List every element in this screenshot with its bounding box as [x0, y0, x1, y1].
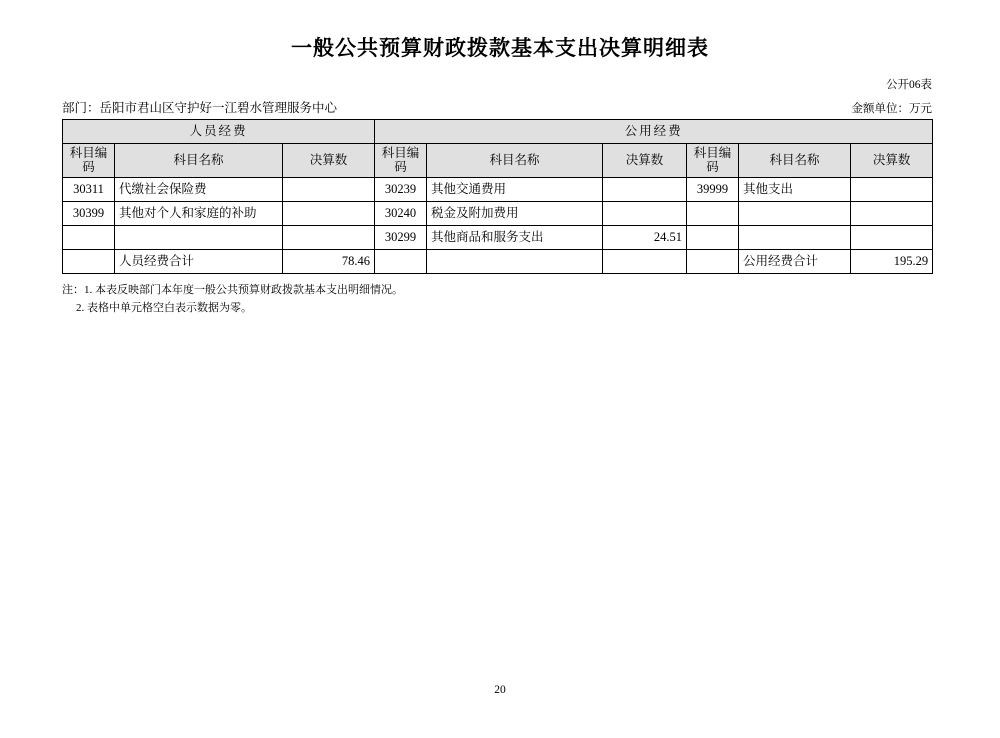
cell-personnel-amount	[283, 201, 375, 225]
col-header-code-2: 科目编码	[375, 144, 427, 178]
col-header-name-3: 科目名称	[739, 144, 851, 178]
table-row	[63, 225, 933, 249]
cell-total-public1-name	[427, 249, 603, 273]
cell-public2-amount	[851, 225, 933, 249]
cell-public1-name: 税金及附加费用	[427, 201, 603, 225]
cell-personnel-code	[63, 225, 115, 249]
cell-total-personnel-label: 人员经费合计	[115, 249, 283, 273]
cell-total-public1-amount	[603, 249, 687, 273]
col-header-amount-1: 决算数	[283, 144, 375, 178]
cell-total-public1-code	[375, 249, 427, 273]
cell-personnel-code: 30311	[63, 177, 115, 201]
col-header-code-1: 科目编码	[63, 144, 115, 178]
col-header-code-3: 科目编码	[687, 144, 739, 178]
cell-personnel-amount	[283, 225, 375, 249]
cell-public1-code: 30240	[375, 201, 427, 225]
budget-table	[62, 119, 933, 274]
col-header-amount-2: 决算数	[603, 144, 687, 178]
cell-public2-name	[739, 201, 851, 225]
cell-personnel-name: 代缴社会保险费	[115, 177, 283, 201]
table-row	[63, 177, 933, 201]
cell-personnel-name	[115, 225, 283, 249]
cell-public2-code	[687, 201, 739, 225]
cell-personnel-code: 30399	[63, 201, 115, 225]
department-label: 部门：岳阳市君山区守护好一江碧水管理服务中心	[62, 101, 338, 115]
cell-public1-amount	[603, 177, 687, 201]
amount-unit-label: 金额单位：万元	[851, 103, 932, 115]
group-header-personnel: 人员经费	[63, 120, 375, 144]
note-line-2: 2. 表格中单元格空白表示数据为零。	[76, 301, 252, 314]
page-number: 20	[494, 684, 506, 696]
document-page	[0, 32, 1000, 738]
col-header-amount-3: 决算数	[851, 144, 933, 178]
cell-public1-amount	[603, 201, 687, 225]
cell-public2-name: 其他支出	[739, 177, 851, 201]
group-header-public: 公用经费	[375, 120, 933, 144]
cell-personnel-name: 其他对个人和家庭的补助	[115, 201, 283, 225]
col-header-name-1: 科目名称	[115, 144, 283, 178]
cell-public1-name: 其他交通费用	[427, 177, 603, 201]
cell-total-public-label: 公用经费合计	[739, 249, 851, 273]
note-line-1: 注：1. 本表反映部门本年度一般公共预算财政拨款基本支出明细情况。	[62, 283, 403, 296]
cell-public1-name: 其他商品和服务支出	[427, 225, 603, 249]
cell-public2-amount	[851, 177, 933, 201]
cell-public1-amount: 24.51	[603, 225, 687, 249]
cell-total-personnel-code	[63, 249, 115, 273]
cell-public1-code: 30299	[375, 225, 427, 249]
cell-public1-code: 30239	[375, 177, 427, 201]
cell-personnel-amount	[283, 177, 375, 201]
public-number: 公开06表	[886, 79, 932, 91]
table-total-row	[63, 249, 933, 273]
page-title: 一般公共预算财政拨款基本支出决算明细表	[291, 36, 709, 60]
cell-public2-code	[687, 225, 739, 249]
cell-public2-name	[739, 225, 851, 249]
table-group-header-row	[63, 120, 933, 144]
cell-public2-code: 39999	[687, 177, 739, 201]
cell-public2-amount	[851, 201, 933, 225]
cell-total-public-amount: 195.29	[851, 249, 933, 273]
col-header-name-2: 科目名称	[427, 144, 603, 178]
cell-total-public2-code	[687, 249, 739, 273]
meta-row	[0, 98, 1000, 116]
table-notes	[62, 281, 1000, 317]
table-column-header-row	[63, 144, 933, 178]
table-row	[63, 201, 933, 225]
cell-total-personnel-amount: 78.46	[283, 249, 375, 273]
